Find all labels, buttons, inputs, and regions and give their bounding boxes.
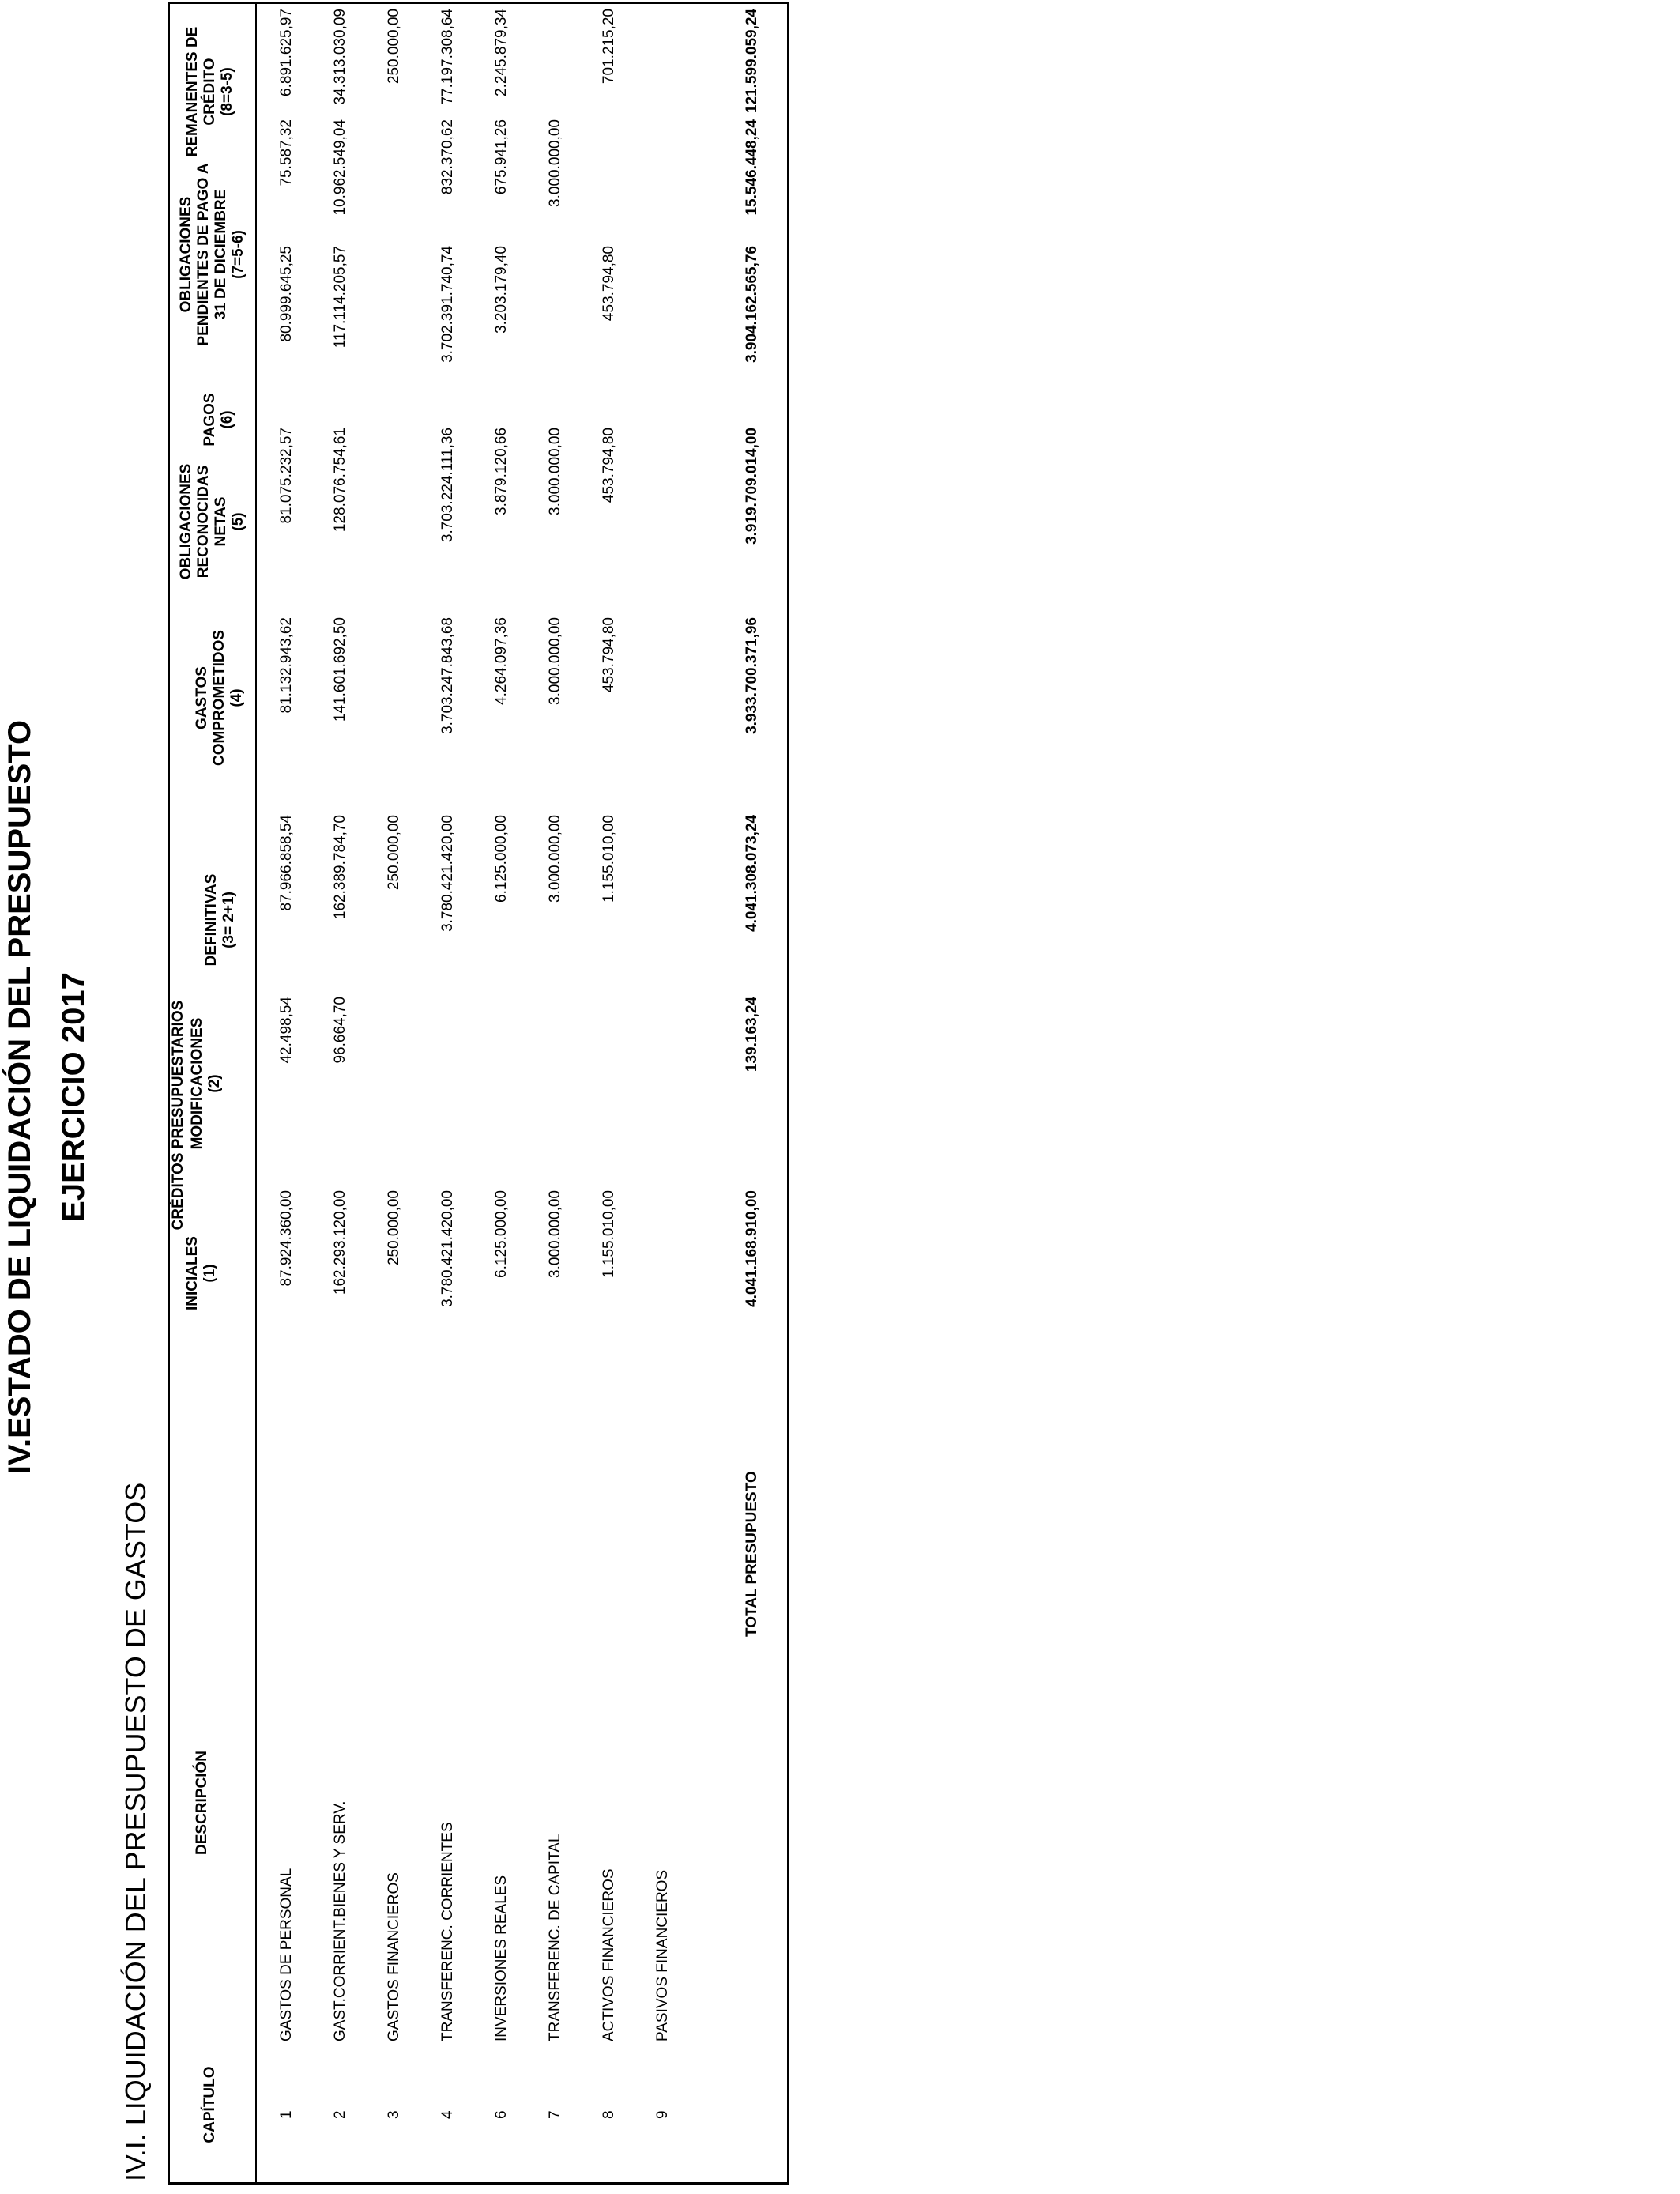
- row-iniciales: 3.780.421.420,00: [439, 1190, 456, 1307]
- header-modificaciones-num: (2): [206, 1074, 223, 1093]
- total-pendientes: 15.546.448,24: [744, 119, 760, 216]
- row-descripcion: ACTIVOS FINANCIEROS: [601, 1868, 617, 2041]
- row-iniciales: 6.125.000,00: [493, 1190, 510, 1278]
- row-capitulo: 9: [654, 2110, 671, 2119]
- header-definitivas-label: DEFINITIVAS: [203, 873, 220, 967]
- header-iniciales-label: INICIALES: [184, 1236, 201, 1310]
- header-pagos-label: PAGOS: [202, 393, 218, 447]
- row-pendientes: 75.587,32: [278, 119, 295, 187]
- header-rem-a: REMANENTES DE: [184, 26, 201, 157]
- row-pagos: 117.114.205,57: [332, 246, 348, 349]
- row-comprometidos: 453.794,80: [601, 617, 617, 693]
- row-comprometidos: 141.601.692,50: [332, 617, 348, 722]
- header-divider: [255, 4, 257, 2182]
- header-definitivas-num: (3= 2+1): [220, 892, 237, 948]
- row-remanentes: 701.215,20: [601, 9, 617, 85]
- row-definitivas: 250.000,00: [386, 815, 402, 891]
- header-descripcion-label: DESCRIPCIÓN: [194, 1751, 210, 1855]
- row-obligaciones: 128.076.754,61: [332, 428, 348, 533]
- header-oblig-a: OBLIGACIONES: [178, 463, 194, 580]
- row-iniciales: 250.000,00: [386, 1190, 402, 1266]
- row-remanentes: 2.245.879,34: [493, 9, 510, 96]
- header-modificaciones: [189, 997, 224, 1171]
- row-comprometidos: 3.703.247.843,68: [439, 617, 456, 734]
- row-definitivas: 87.966.858,54: [278, 815, 295, 911]
- header-remanentes: [184, 13, 236, 171]
- header-iniciales-num: (1): [202, 1264, 218, 1283]
- header-rem-n: (8=3-5): [219, 67, 235, 116]
- total-label: TOTAL PRESUPUESTO: [744, 1471, 760, 1637]
- row-pendientes: 832.370,62: [439, 119, 456, 195]
- row-definitivas: 1.155.010,00: [601, 815, 617, 903]
- row-pendientes: 10.962.549,04: [332, 119, 348, 216]
- row-capitulo: 1: [278, 2110, 295, 2119]
- header-pagos: [202, 341, 236, 499]
- row-pagos: 3.702.391.740,74: [439, 246, 456, 363]
- row-iniciales: 3.000.000,00: [547, 1190, 563, 1278]
- row-comprometidos: 3.000.000,00: [547, 617, 563, 705]
- header-creditos-label: CRÉDITOS PRESUPUESTARIOS: [170, 1000, 186, 1231]
- header-modificaciones-label: MODIFICACIONES: [189, 1017, 205, 1150]
- row-capitulo: 3: [386, 2110, 402, 2119]
- total-definitivas: 4.041.308.073,24: [744, 815, 760, 932]
- row-definitivas: 3.000.000,00: [547, 815, 563, 903]
- row-iniciales: 1.155.010,00: [601, 1190, 617, 1278]
- row-capitulo: 8: [601, 2110, 617, 2119]
- row-capitulo: 4: [439, 2110, 456, 2119]
- row-comprometidos: 81.132.943,62: [278, 617, 295, 714]
- row-obligaciones: 3.703.224.111,36: [439, 428, 456, 543]
- header-iniciales: [184, 1194, 219, 1352]
- row-modificaciones: 96.664,70: [332, 997, 348, 1064]
- row-descripcion: PASIVOS FINANCIEROS: [654, 1869, 671, 2041]
- row-remanentes: 77.197.308,64: [439, 9, 456, 105]
- page-title: IV.ESTADO DE LIQUIDACIÓN DEL PRESUPUESTO: [2, 719, 37, 1475]
- row-obligaciones: 81.075.232,57: [278, 428, 295, 524]
- row-remanentes: 34.313.030,09: [332, 9, 348, 105]
- total-pagos: 3.904.162.565,76: [744, 246, 760, 363]
- header-gastos-comprometidos: [194, 611, 246, 785]
- row-definitivas: 162.389.784,70: [332, 815, 348, 920]
- row-remanentes: 6.891.625,97: [278, 9, 295, 96]
- header-rem-b: CRÉDITO: [202, 58, 218, 126]
- page-year: EJERCICIO 2017: [56, 972, 91, 1222]
- row-definitivas: 6.125.000,00: [493, 815, 510, 903]
- total-remanentes: 121.599.059,24: [744, 9, 760, 114]
- header-oblig-c: NETAS: [213, 496, 229, 547]
- header-capitulo: [202, 2057, 219, 2152]
- row-pagos: 80.999.645,25: [278, 246, 295, 342]
- row-iniciales: 162.293.120,00: [332, 1190, 348, 1295]
- row-definitivas: 3.780.421.420,00: [439, 815, 456, 932]
- total-modificaciones: 139.163,24: [744, 997, 760, 1072]
- total-obligaciones: 3.919.709.014,00: [744, 428, 760, 545]
- row-comprometidos: 4.264.097,36: [493, 617, 510, 705]
- row-pagos: 3.203.179,40: [493, 246, 510, 334]
- total-iniciales: 4.041.168.910,00: [744, 1190, 760, 1307]
- header-capitulo-label: CAPÍTULO: [202, 2066, 218, 2143]
- section-title: IV.I. LIQUIDACIÓN DEL PRESUPUESTO DE GASTOS: [119, 1482, 152, 2181]
- header-pend-c: 31 DE DICIEMBRE: [213, 189, 229, 320]
- header-gastos-n: (4): [228, 688, 245, 707]
- header-oblig-b: RECONOCIDAS: [195, 465, 212, 579]
- row-descripcion: GAST.CORRIENT.BIENES Y SERV.: [332, 1800, 348, 2041]
- header-pend-n: (7=5-6): [230, 230, 247, 279]
- total-comprometidos: 3.933.700.371,96: [744, 617, 760, 734]
- row-descripcion: GASTOS FINANCIEROS: [386, 1872, 402, 2041]
- row-pendientes: 3.000.000,00: [547, 119, 563, 207]
- row-descripcion: INVERSIONES REALES: [493, 1875, 510, 2041]
- row-obligaciones: 453.794,80: [601, 428, 617, 503]
- row-obligaciones: 3.879.120,66: [493, 428, 510, 515]
- row-capitulo: 2: [332, 2110, 348, 2119]
- header-gastos-b: COMPROMETIDOS: [211, 629, 228, 767]
- header-pend-a: OBLIGACIONES: [178, 196, 194, 313]
- row-pendientes: 675.941,26: [493, 119, 510, 195]
- row-iniciales: 87.924.360,00: [278, 1190, 295, 1287]
- row-descripcion: TRANSFERENC. DE CAPITAL: [547, 1834, 563, 2041]
- row-descripcion: GASTOS DE PERSONAL: [278, 1868, 295, 2041]
- header-gastos-a: GASTOS: [194, 666, 210, 729]
- row-modificaciones: 42.498,54: [278, 997, 295, 1064]
- header-pend-b: PENDIENTES DE PAGO A: [195, 163, 212, 346]
- header-definitivas: [203, 841, 238, 999]
- row-descripcion: TRANSFERENC. CORRIENTES: [439, 1822, 456, 2041]
- row-capitulo: 6: [493, 2110, 510, 2119]
- header-oblig-n: (5): [230, 512, 247, 531]
- budget-table: [168, 2, 789, 2185]
- row-pagos: 453.794,80: [601, 246, 617, 322]
- header-descripcion: [194, 1724, 211, 1882]
- header-pagos-num: (6): [219, 410, 235, 429]
- row-capitulo: 7: [547, 2110, 563, 2119]
- row-remanentes: 250.000,00: [386, 9, 402, 85]
- header-pendientes: [178, 156, 247, 353]
- row-obligaciones: 3.000.000,00: [547, 428, 563, 515]
